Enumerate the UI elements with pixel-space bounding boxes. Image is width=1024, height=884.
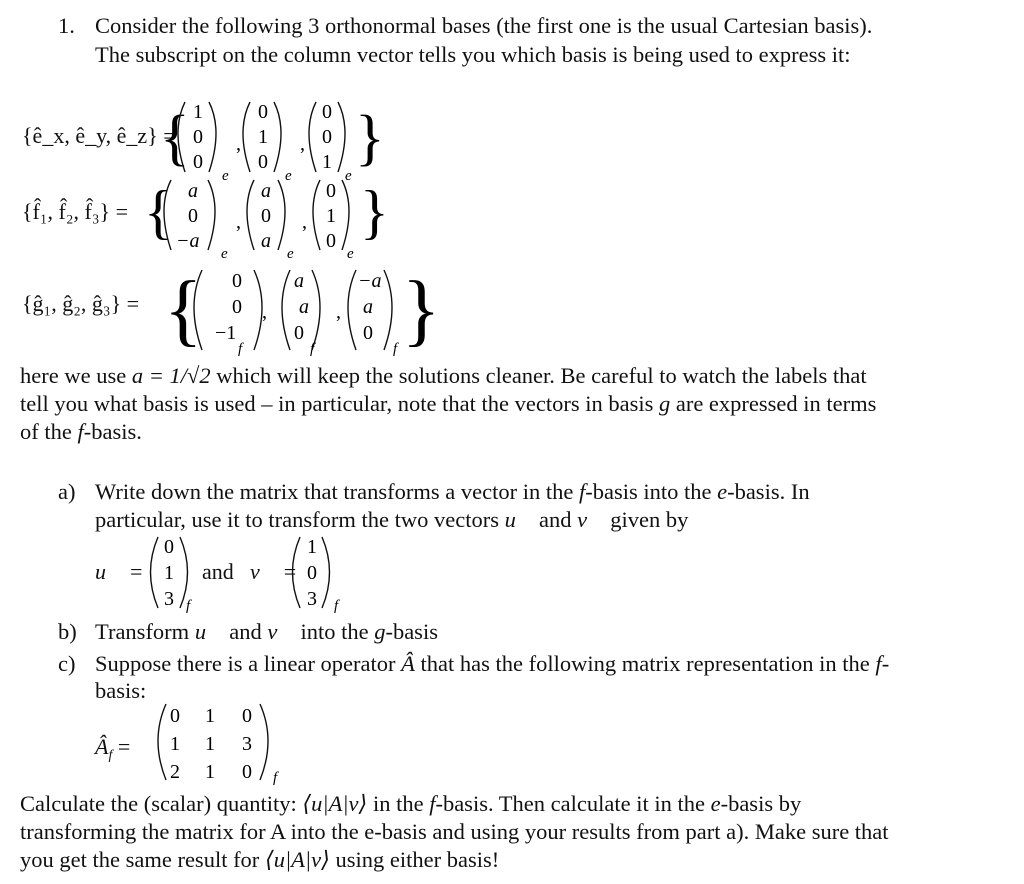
text: -basis. In (727, 479, 810, 504)
basis-subscript: e (347, 246, 354, 262)
comma: , (336, 301, 341, 323)
closing-line-1 (20, 790, 801, 817)
basis-g-symbol: g (374, 619, 386, 644)
brace-open: { (160, 104, 190, 172)
vector-entry: a (363, 296, 373, 318)
basis-e-symbol: e (717, 479, 728, 504)
matrix-entry: 1 (170, 733, 180, 755)
vector-entry: 0 (232, 296, 242, 318)
vector-entry: 0 (363, 322, 373, 344)
vector-entry: 0 (322, 126, 332, 148)
vector-entry: a (188, 180, 198, 202)
text: Suppose there is a linear operator (95, 651, 402, 676)
text: Calculate the (scalar) quantity: (20, 791, 303, 816)
a-definition: a = 1/√2 (131, 363, 211, 388)
text: which will keep the solutions cleaner. Be careful to watch the labels that (210, 363, 867, 388)
problem-number: 1. (58, 13, 75, 38)
matrix-entry: 1 (205, 705, 215, 727)
brace-open: { (164, 266, 203, 354)
comma: , (302, 211, 307, 233)
basis-subscript: f (273, 770, 278, 786)
matrix-entry: 0 (170, 705, 180, 727)
text: given by (604, 507, 689, 532)
vector-entry: a (294, 270, 304, 292)
explanation-line-2 (20, 390, 876, 417)
part-c-label: c) (58, 651, 76, 676)
explanation-line-3 (20, 418, 142, 445)
matrix-lhs-subscript: f (108, 748, 113, 763)
text: tell you what basis is used – in particular, note that the vectors in basis (20, 391, 659, 416)
vector-entry: 0 (232, 270, 242, 292)
matrix-lhs: $Â_f$ = (95, 734, 131, 763)
part-c-line-1 (95, 650, 889, 677)
comma: , (236, 211, 241, 233)
vector-entry: a (261, 230, 271, 252)
part-a-line-2 (95, 506, 688, 533)
vector-entry: 0 (164, 536, 174, 558)
brace-close: } (355, 104, 385, 172)
matrix-entry: 2 (170, 761, 180, 783)
matrix-entry: 0 (242, 761, 252, 783)
paren-right (209, 102, 216, 172)
text: are expressed in terms (670, 391, 877, 416)
text: and (223, 619, 268, 644)
basis-subscript: e (345, 168, 352, 184)
vector-entry: a (261, 180, 271, 202)
text: here we use (20, 363, 132, 388)
u-vector-lhs: u⃗ = (95, 559, 144, 584)
vector-entry: 0 (294, 322, 304, 344)
vector-entry: 0 (188, 205, 198, 227)
basis-f-lhs: {f̂₁, f̂₂, f̂₃} = (22, 199, 129, 224)
basis-subscript: e (285, 168, 292, 184)
vector-entry: 1 (193, 101, 203, 123)
text: in the (367, 791, 430, 816)
text: into the (294, 619, 375, 644)
vector-entry: 1 (326, 205, 336, 227)
closing-line-2: transforming the matrix for A into the e-basis and using your results from part a). Make sure that (20, 819, 889, 844)
basis-subscript: f (334, 598, 339, 614)
operator-symbol: Â (401, 651, 415, 676)
vector-entry: −a (176, 230, 200, 252)
text: - (881, 651, 890, 676)
matrix-entry: 1 (205, 733, 215, 755)
vector-entry: a (299, 296, 309, 318)
basis-f-symbol: f (875, 651, 882, 676)
basis-subscript: e (221, 246, 228, 262)
part-c-line-2: basis: (95, 678, 147, 703)
vector-entry: 0 (326, 230, 336, 252)
text: particular, use it to transform the two vectors (95, 507, 505, 532)
basis-g-symbol: g (658, 391, 671, 416)
vector-v-symbol: v⃗ (577, 507, 605, 532)
text: and (533, 507, 578, 532)
vector-entry: 0 (322, 101, 332, 123)
brace-open: { (144, 179, 173, 245)
text: using either basis! (329, 847, 500, 872)
vector-entry: 1 (307, 536, 317, 558)
vector-entry: 1 (164, 562, 174, 584)
vector-u-symbol: u⃗ (504, 507, 534, 532)
vector-entry: 3 (164, 588, 174, 610)
basis-subscript: e (222, 168, 229, 184)
comma: , (300, 133, 305, 155)
part-b-text (95, 618, 438, 645)
basis-subscript: f (393, 341, 398, 357)
vector-entry: 0 (261, 205, 271, 227)
part-b-label: b) (58, 619, 77, 644)
comma: , (262, 301, 267, 323)
vector-u-symbol: u⃗ (194, 619, 224, 644)
text: -basis. Then calculate it in the (435, 791, 711, 816)
bracket-expression: ⟨u|A|v⟩ (264, 847, 330, 872)
basis-subscript: f (238, 341, 243, 357)
text: of the (20, 419, 78, 444)
vector-entry: 0 (258, 151, 268, 173)
basis-f-symbol: f (429, 791, 436, 816)
vector-entry: 1 (322, 151, 332, 173)
basis-e-symbol: e (710, 791, 721, 816)
and-word: and (202, 559, 234, 584)
text: -basis (385, 619, 438, 644)
vector-entry: 0 (193, 126, 203, 148)
basis-subscript: f (186, 598, 191, 614)
text: Transform (95, 619, 195, 644)
paren-right (274, 102, 281, 172)
operator-symbol: Â (95, 734, 109, 759)
paren-left (243, 102, 250, 172)
v-vector-lhs: v⃗ = (250, 559, 298, 584)
matrix-entry: 3 (242, 733, 252, 755)
text: -basis into the (585, 479, 718, 504)
basis-f-symbol: f (578, 479, 586, 504)
text: you get the same result for (20, 847, 265, 872)
brace-close: } (360, 179, 389, 245)
text: -basis. (83, 419, 142, 444)
comma: , (236, 133, 241, 155)
basis-e-lhs: {ê_x, ê_y, ê_z} = (22, 123, 176, 148)
basis-subscript: f (310, 341, 315, 357)
text: -basis by (720, 791, 802, 816)
brace-close: } (402, 266, 441, 354)
vector-entry: −a (358, 270, 382, 292)
closing-line-3 (20, 846, 499, 873)
basis-g-lhs: {ĝ₁, ĝ₂, ĝ₃} = (22, 291, 140, 316)
text: Write down the matrix that transforms a vector in the (95, 479, 579, 504)
intro-line-1: Consider the following 3 orthonormal bases (the first one is the usual Cartesian basis). (95, 13, 873, 38)
vector-entry: 0 (258, 101, 268, 123)
vector-entry: 3 (307, 588, 317, 610)
part-a-label: a) (58, 479, 76, 504)
bracket-expression: ⟨u|A|v⟩ (302, 791, 368, 816)
explanation-line-1 (20, 362, 867, 389)
intro-line-2: The subscript on the column vector tells you which basis is being used to express it: (95, 42, 851, 67)
vector-entry: −1 (215, 322, 237, 344)
part-a-line-1 (95, 478, 810, 505)
vector-entry: 1 (258, 126, 268, 148)
vector-entry: 0 (193, 151, 203, 173)
matrix-entry: 1 (205, 761, 215, 783)
vector-v-symbol: v⃗ (267, 619, 295, 644)
vector-entry: 0 (326, 180, 336, 202)
matrix-entry: 0 (242, 705, 252, 727)
basis-subscript: e (287, 246, 294, 262)
vector-entry: 0 (307, 562, 317, 584)
paren-right (338, 102, 345, 172)
basis-f-symbol: f (77, 419, 84, 444)
text: that has the following matrix representation in the (414, 651, 876, 676)
paren-left (309, 102, 316, 172)
